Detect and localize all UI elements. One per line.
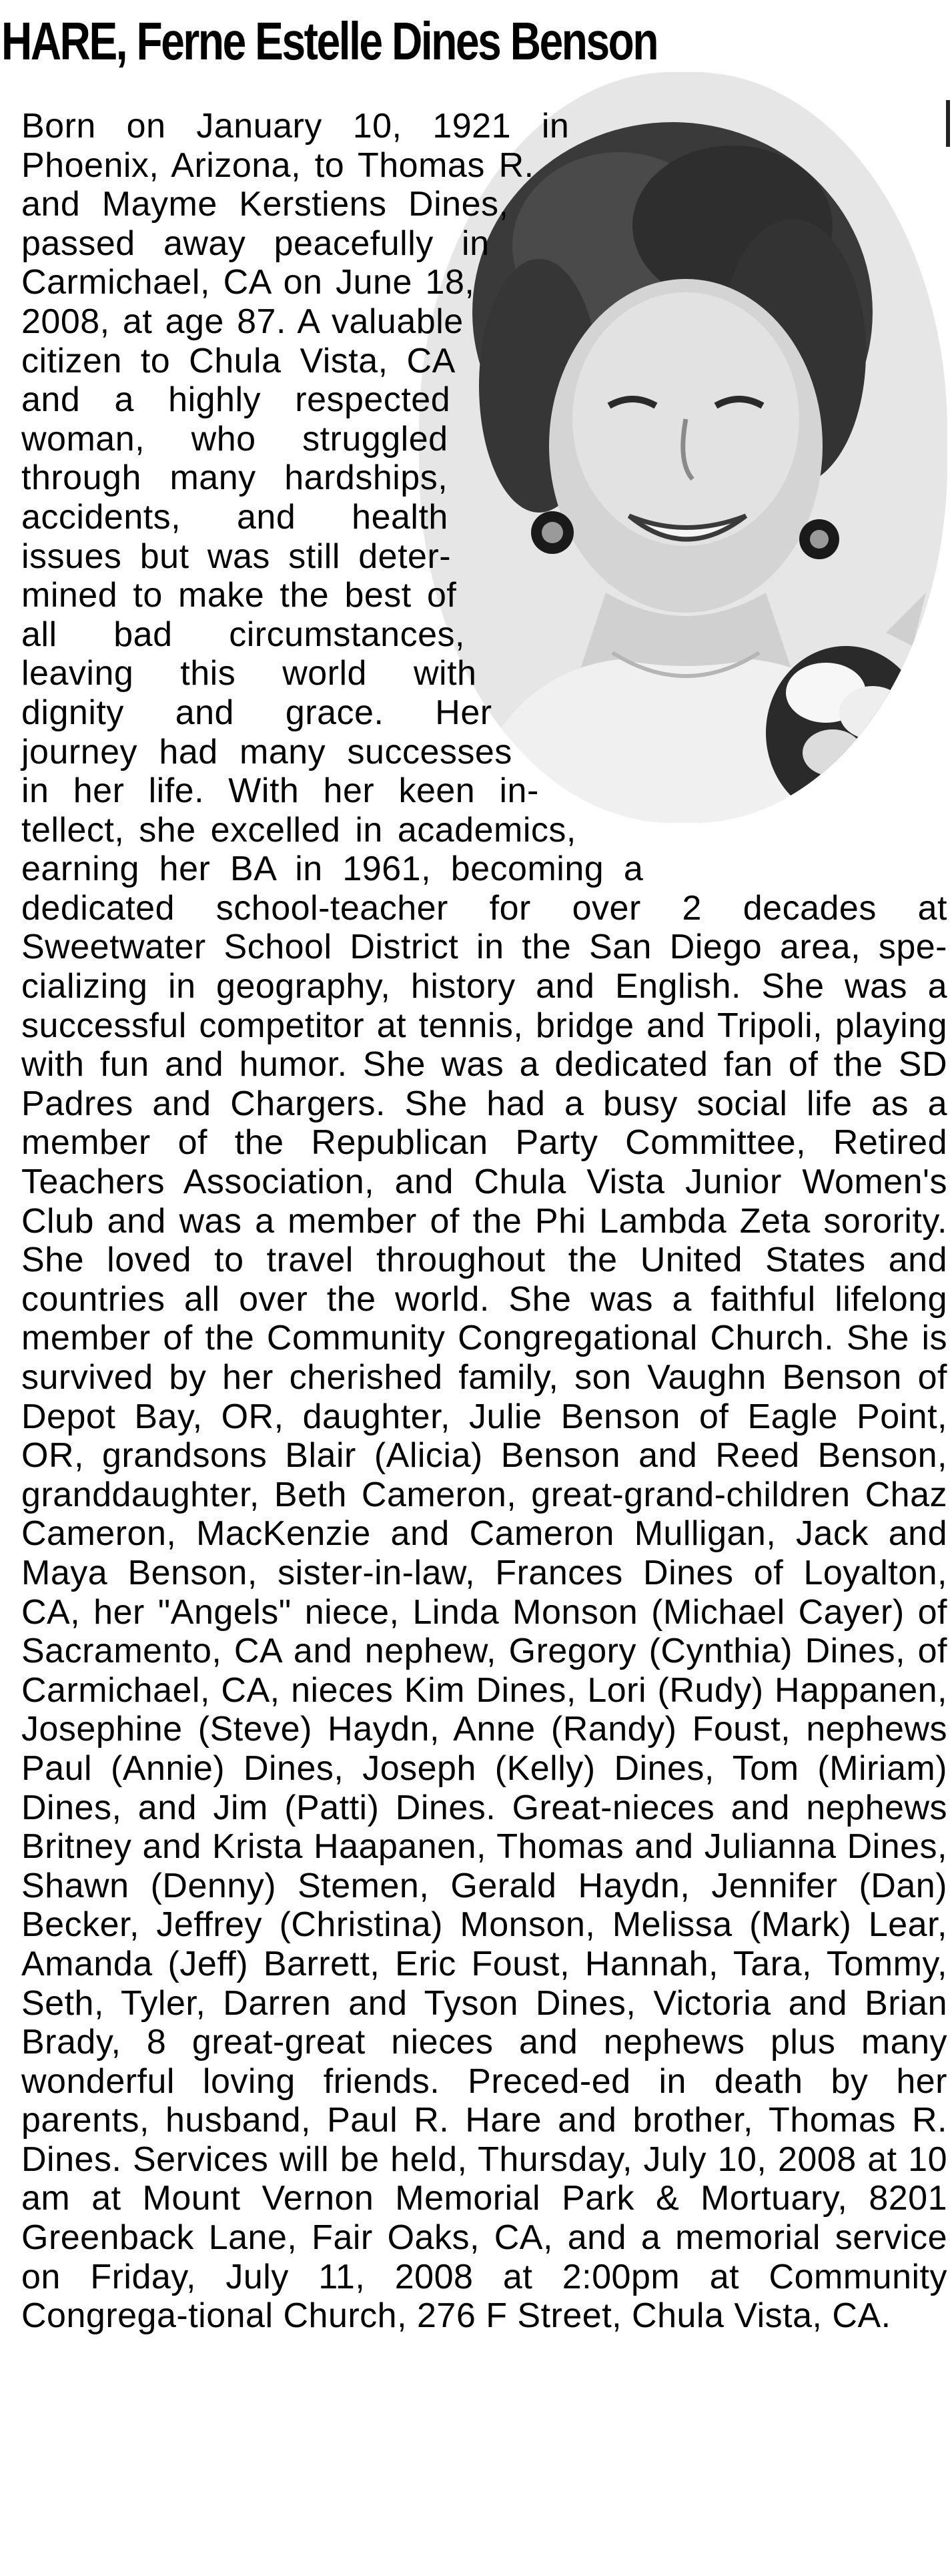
obituary-body	[21, 107, 947, 2336]
obituary-headline: HARE, Ferne Estelle Dines Benson	[1, 11, 658, 71]
obituary-body-text: Born on January 10, 1921 in Phoenix, Arizona, to Thomas R. and Mayme Kerstiens Dines, passed away peacefully in Carmichael, CA on June 18, 2008, at age 87. A valuable citizen to Chula Vista, CA and a highly respected woman, who struggled through many hardships, accidents, and health issues but was still deter-mined to make the best of all bad circumstances, leaving this world with dignity and grace. Her journey had many successes in her life. With her keen in-tellect, she excelled in academics, earning her BA in 1961, becoming a dedicated school-teacher for over 2 decades at Sweetwater School District in the San Diego area, spe-cializing in geography, history and English. She was a successful competitor at tennis, bridge and Tripoli, playing with fun and humor. She was a dedicated fan of the SD Padres and Chargers. She had a busy social life as a member of the Republican Party Committee, Retired Teachers Association, and Chula Vista Junior Women's Club and was a member of the Phi Lambda Zeta sorority. She loved to travel throughout the United States and countries all over the world. She was a faithful lifelong member of the Community Congregational Church. She is survived by her cherished family, son Vaughn Benson of Depot Bay, OR, daughter, Julie Benson of Eagle Point, OR, grandsons Blair (Alicia) Benson and Reed Benson, granddaughter, Beth Cameron, great-grand-children Chaz Cameron, MacKenzie and Cameron Mulligan, Jack and Maya Benson, sister-in-law, Frances Dines of Loyalton, CA, her "Angels" niece, Linda Monson (Michael Cayer) of Sacramento, CA and nephew, Gregory (Cynthia) Dines, of Carmichael, CA, nieces Kim Dines, Lori (Rudy) Happanen, Josephine (Steve) Haydn, Anne (Randy) Foust, nephews Paul (Annie) Dines, Joseph (Kelly) Dines, Tom (Miriam) Dines, and Jim (Patti) Dines. Great-nieces and nephews Britney and Krista Haapanen, Thomas and Julianna Dines, Shawn (Denny) Stemen, Gerald Haydn, Jennifer (Dan) Becker, Jeffrey (Christina) Monson, Melissa (Mark) Lear, Amanda (Jeff) Barrett, Eric Foust, Hannah, Tara, Tommy, Seth, Tyler, Darren and Tyson Dines, Victoria and Brian Brady, 8 great-great nieces and nephews plus many wonderful loving friends. Preced-ed in death by her parents, husband, Paul R. Hare and brother, Thomas R. Dines. Services will be held, Thursday, July 10, 2008 at 10 am at Mount Vernon Memorial Park & Mortuary, 8201 Greenback Lane, Fair Oaks, CA, and a memorial service on Friday, July 11, 2008 at 2:00pm at Community Congrega-tional Church, 276 F Street, Chula Vista, CA.	[21, 107, 947, 2336]
